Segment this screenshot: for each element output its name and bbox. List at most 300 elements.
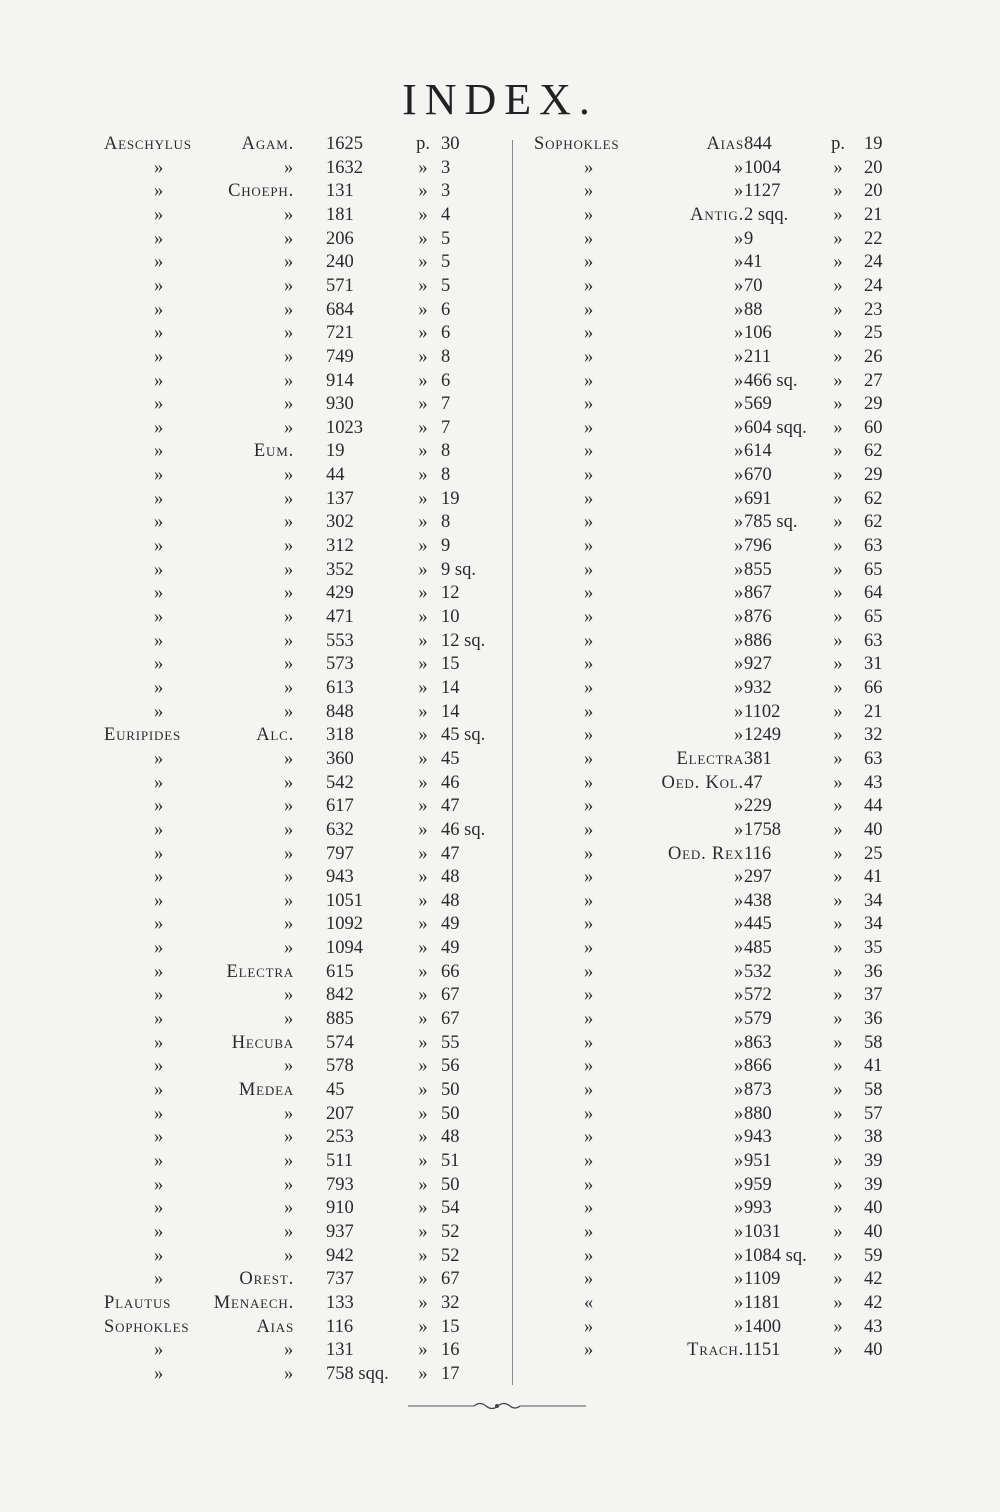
entry-line: 352 <box>326 559 354 580</box>
entry-page-marker: » <box>833 607 843 627</box>
index-entry <box>104 228 494 251</box>
index-entry <box>534 133 924 156</box>
index-entry <box>534 819 924 842</box>
entry-page-marker: » <box>833 1316 843 1337</box>
entry-play: » <box>283 748 294 769</box>
entry-page: 21 <box>864 204 883 225</box>
index-entry <box>534 1103 924 1126</box>
entry-line: 1249 <box>744 725 781 746</box>
entry-play: » <box>283 1174 294 1195</box>
entry-page-marker: » <box>833 867 843 888</box>
index-entry <box>104 1079 494 1102</box>
entry-page-marker: » <box>833 938 843 959</box>
entry-page-marker: » <box>418 204 428 225</box>
entry-play: Oed. Rex <box>667 843 744 864</box>
entry-line: 360 <box>326 748 354 769</box>
entry-page-marker: » <box>418 630 428 651</box>
entry-line: 1181 <box>744 1292 781 1313</box>
entry-author: » <box>153 677 165 698</box>
entry-play: Hecuba <box>231 1032 294 1053</box>
entry-author: » <box>583 299 595 320</box>
index-entry <box>104 866 494 889</box>
index-entry <box>104 630 494 653</box>
entry-page-marker: » <box>418 394 428 415</box>
entry-line: 572 <box>744 985 772 1006</box>
entry-author: » <box>583 867 595 888</box>
entry-line: 937 <box>326 1221 354 1242</box>
entry-page-marker: » <box>833 772 843 793</box>
entry-line: 511 <box>326 1150 354 1171</box>
entry-page: 7 <box>441 417 451 438</box>
entry-play: » <box>283 323 294 344</box>
entry-author: » <box>153 204 165 225</box>
entry-line: 613 <box>326 677 354 698</box>
entry-line: 848 <box>326 701 354 722</box>
entry-play: » <box>283 417 294 438</box>
entry-page-marker: » <box>833 914 843 935</box>
entry-author: » <box>153 536 165 557</box>
entry-play: » <box>733 654 744 675</box>
entry-page: 12 <box>441 583 460 604</box>
entry-line: 930 <box>326 394 354 415</box>
index-entry <box>534 204 924 227</box>
entry-page-marker: » <box>833 1221 843 1242</box>
entry-author: » <box>583 772 595 793</box>
entry-page-marker: » <box>833 465 843 486</box>
entry-page-marker: » <box>833 1198 843 1219</box>
entry-play: » <box>283 1198 294 1219</box>
entry-author: » <box>583 1009 595 1030</box>
entry-line: 1004 <box>744 157 781 178</box>
entry-play: » <box>283 867 294 888</box>
entry-page-marker: » <box>418 488 428 509</box>
entry-page: 63 <box>864 536 883 557</box>
entry-page: 41 <box>864 867 883 888</box>
entry-play: » <box>283 701 294 722</box>
index-entry <box>104 1197 494 1220</box>
entry-play: Electra <box>226 961 294 982</box>
entry-author: » <box>153 488 165 509</box>
entry-page-marker: » <box>418 961 428 982</box>
entry-page: 9 sq. <box>441 559 476 580</box>
entry-author: Sophokles <box>104 1316 190 1337</box>
index-entry <box>534 488 924 511</box>
index-entry <box>104 890 494 913</box>
entry-page: 59 <box>864 1245 883 1266</box>
entry-line: 9 <box>744 228 754 249</box>
entry-line: 863 <box>744 1032 772 1053</box>
entry-page: 40 <box>864 1221 883 1242</box>
entry-line: 932 <box>744 677 772 698</box>
entry-page-marker: » <box>833 654 843 675</box>
entry-line: 542 <box>326 772 354 793</box>
index-entry <box>534 393 924 416</box>
entry-page-marker: » <box>418 985 428 1006</box>
index-entry <box>104 1245 494 1268</box>
entry-play: » <box>283 890 294 911</box>
entry-line: 318 <box>326 725 354 746</box>
entry-author: » <box>153 890 165 911</box>
entry-page-marker: » <box>833 1080 843 1100</box>
index-entry <box>104 772 494 795</box>
entry-play: » <box>283 346 294 367</box>
entry-page: 47 <box>441 843 460 864</box>
entry-author: » <box>583 914 595 935</box>
index-entry <box>534 1316 924 1339</box>
entry-page: 27 <box>864 370 883 391</box>
entry-play: » <box>283 228 294 249</box>
index-entry <box>104 370 494 393</box>
entry-author: » <box>583 441 595 462</box>
entry-play: » <box>733 1032 744 1053</box>
entry-page-marker: » <box>833 796 843 817</box>
entry-author: » <box>583 1340 595 1361</box>
index-entry <box>534 228 924 251</box>
entry-author: Aeschylus <box>104 134 192 154</box>
index-entry <box>534 724 924 747</box>
entry-author: » <box>583 394 595 415</box>
entry-author: » <box>583 1174 595 1195</box>
entry-line: 137 <box>326 488 354 509</box>
entry-page-marker: » <box>418 1032 428 1053</box>
index-entry <box>104 417 494 440</box>
entry-page-marker: » <box>833 323 843 344</box>
entry-page-marker: » <box>833 1056 843 1077</box>
entry-play: » <box>283 1221 294 1242</box>
entry-line: 445 <box>744 914 772 935</box>
index-entry <box>534 322 924 345</box>
entry-page: 56 <box>441 1056 460 1077</box>
entry-page-marker: » <box>833 583 843 604</box>
entry-author: » <box>583 204 595 225</box>
entry-author: Sophokles <box>534 134 620 154</box>
entry-author: » <box>153 1056 165 1077</box>
entry-line: 1051 <box>326 890 363 911</box>
entry-page: 29 <box>864 465 883 486</box>
entry-page-marker: » <box>418 512 428 533</box>
entry-page: 49 <box>441 914 460 935</box>
entry-line: 1127 <box>744 181 781 202</box>
entry-play: » <box>733 1269 744 1290</box>
entry-line: 573 <box>326 654 354 675</box>
entry-play: Aias <box>256 1316 294 1337</box>
entry-page-marker: » <box>418 843 428 864</box>
entry-play: » <box>733 1009 744 1030</box>
entry-line: 429 <box>326 583 354 604</box>
entry-play: Electra <box>676 748 744 769</box>
entry-line: 229 <box>744 796 772 817</box>
index-entry <box>104 1032 494 1055</box>
entry-play: » <box>733 465 744 486</box>
entry-page: 23 <box>864 299 883 320</box>
entry-author: » <box>153 181 165 202</box>
entry-page-marker: » <box>418 1292 428 1313</box>
index-entry <box>104 559 494 582</box>
entry-author: » <box>583 465 595 486</box>
entry-line: 885 <box>326 1009 354 1030</box>
entry-author: » <box>583 1150 595 1171</box>
index-entry <box>534 748 924 771</box>
entry-play: Oed. Kol. <box>661 772 744 793</box>
entry-play: » <box>733 607 744 627</box>
index-entry <box>534 1032 924 1055</box>
entry-author: » <box>153 843 165 864</box>
entry-page: 54 <box>441 1198 460 1219</box>
entry-page-marker: » <box>833 394 843 415</box>
entry-line: 670 <box>744 465 772 486</box>
entry-line: 1031 <box>744 1221 781 1242</box>
entry-line: 910 <box>326 1198 354 1219</box>
entry-page: 45 sq. <box>441 725 486 746</box>
entry-author: » <box>153 867 165 888</box>
index-entry <box>104 204 494 227</box>
entry-line: 691 <box>744 488 772 509</box>
entry-page: 24 <box>864 275 883 296</box>
entry-page: 5 <box>441 275 451 296</box>
entry-line: 206 <box>326 228 354 249</box>
index-entry <box>104 1008 494 1031</box>
entry-page-marker: » <box>833 441 843 462</box>
entry-play: » <box>733 1174 744 1195</box>
entry-play: » <box>733 985 744 1006</box>
entry-play: Medea <box>238 1080 294 1100</box>
entry-play: » <box>733 1292 744 1313</box>
entry-play: » <box>733 370 744 391</box>
entry-play: » <box>733 583 744 604</box>
entry-play: » <box>733 914 744 935</box>
entry-page: 42 <box>864 1269 883 1290</box>
entry-play: » <box>733 252 744 273</box>
entry-line: 614 <box>744 441 772 462</box>
entry-line: 1400 <box>744 1316 781 1337</box>
entry-author: » <box>583 1221 595 1242</box>
entry-page: 58 <box>864 1032 883 1053</box>
entry-line: 684 <box>326 299 354 320</box>
entry-page: 48 <box>441 890 460 911</box>
index-entry <box>104 913 494 936</box>
entry-play: » <box>733 559 744 580</box>
entry-page: 22 <box>864 228 883 249</box>
entry-play: » <box>733 725 744 746</box>
entry-line: 793 <box>326 1174 354 1195</box>
entry-play: Orest. <box>239 1269 294 1290</box>
entry-play: Trach. <box>687 1340 744 1361</box>
entry-author: » <box>583 1245 595 1266</box>
entry-author: » <box>153 441 165 462</box>
entry-page-marker: » <box>833 512 843 533</box>
entry-line: 485 <box>744 938 772 959</box>
entry-line: 438 <box>744 890 772 911</box>
entry-page-marker: » <box>418 607 428 627</box>
entry-play: » <box>283 607 294 627</box>
entry-author: » <box>583 701 595 722</box>
index-entry <box>104 1150 494 1173</box>
entry-play: » <box>283 654 294 675</box>
entry-play: » <box>283 1363 294 1384</box>
index-entry <box>104 1339 494 1362</box>
entry-author: » <box>583 1316 595 1337</box>
index-entry <box>534 630 924 653</box>
entry-page-marker: » <box>418 748 428 769</box>
entry-page-marker: » <box>418 725 428 746</box>
entry-author: » <box>583 630 595 651</box>
entry-page-marker: » <box>418 228 428 249</box>
entry-line: 466 sq. <box>744 370 798 391</box>
entry-author: » <box>153 1198 165 1219</box>
entry-page: 3 <box>441 157 451 178</box>
entry-play: » <box>733 275 744 296</box>
entry-page-marker: » <box>418 370 428 391</box>
index-entry <box>534 1292 924 1315</box>
entry-author: » <box>583 938 595 959</box>
entry-play: » <box>733 796 744 817</box>
entry-page: 6 <box>441 370 451 391</box>
entry-author: » <box>583 890 595 911</box>
entry-play: » <box>733 441 744 462</box>
entry-page-marker: » <box>418 654 428 675</box>
entry-line: 1094 <box>326 938 363 959</box>
entry-line: 886 <box>744 630 772 651</box>
entry-page: 46 <box>441 772 460 793</box>
entry-play: » <box>733 961 744 982</box>
entry-page-marker: » <box>418 157 428 178</box>
entry-line: 471 <box>326 607 354 627</box>
entry-author: » <box>583 536 595 557</box>
entry-page-marker: » <box>418 1269 428 1290</box>
entry-page: 34 <box>864 914 883 935</box>
entry-line: 796 <box>744 536 772 557</box>
entry-page-marker: » <box>833 748 843 769</box>
index-entry <box>104 299 494 322</box>
entry-author: » <box>153 1363 165 1384</box>
index-entry <box>534 772 924 795</box>
entry-play: » <box>283 1127 294 1148</box>
entry-page: 67 <box>441 1269 460 1290</box>
entry-play: » <box>733 1056 744 1077</box>
entry-author: » <box>583 748 595 769</box>
entry-line: 19 <box>326 441 345 462</box>
entry-line: 106 <box>744 323 772 344</box>
entry-page-marker: » <box>418 938 428 959</box>
entry-line: 873 <box>744 1080 772 1100</box>
entry-play: » <box>283 583 294 604</box>
entry-page: 52 <box>441 1245 460 1266</box>
entry-play: » <box>283 1009 294 1030</box>
entry-page-marker: » <box>418 914 428 935</box>
entry-page-marker: » <box>833 843 843 864</box>
entry-page: 5 <box>441 228 451 249</box>
entry-page-marker: » <box>418 1363 428 1384</box>
entry-author: » <box>583 725 595 746</box>
entry-page: 46 sq. <box>441 819 486 840</box>
entry-line: 1102 <box>744 701 781 722</box>
entry-page-marker: » <box>418 1103 428 1124</box>
entry-page-marker: » <box>418 536 428 557</box>
entry-page: 58 <box>864 1080 883 1100</box>
entry-page: 31 <box>864 654 883 675</box>
index-entry <box>534 275 924 298</box>
entry-line: 1151 <box>744 1340 781 1361</box>
entry-author: » <box>583 843 595 864</box>
index-entry <box>104 322 494 345</box>
entry-page: 5 <box>441 252 451 273</box>
entry-page-marker: » <box>418 1340 428 1361</box>
entry-line: 88 <box>744 299 763 320</box>
entry-page: 34 <box>864 890 883 911</box>
entry-line: 207 <box>326 1103 354 1124</box>
entry-line: 615 <box>326 961 354 982</box>
index-entry <box>104 464 494 487</box>
entry-play: » <box>733 346 744 367</box>
entry-play: » <box>733 536 744 557</box>
entry-line: 47 <box>744 772 763 793</box>
entry-page-marker: » <box>418 465 428 486</box>
entry-play: » <box>283 1056 294 1077</box>
index-entry <box>104 440 494 463</box>
entry-line: 253 <box>326 1127 354 1148</box>
entry-page-marker: » <box>833 1127 843 1148</box>
entry-page-marker: » <box>418 1198 428 1219</box>
entry-line: 737 <box>326 1269 354 1290</box>
entry-page: 6 <box>441 299 451 320</box>
entry-line: 116 <box>326 1316 354 1337</box>
entry-page: 3 <box>441 181 451 202</box>
entry-line: 211 <box>744 346 772 367</box>
entry-line: 876 <box>744 607 772 627</box>
entry-play: » <box>733 701 744 722</box>
entry-page-marker: » <box>833 1292 843 1313</box>
index-entry <box>534 511 924 534</box>
entry-line: 993 <box>744 1198 772 1219</box>
entry-page-marker: » <box>418 796 428 817</box>
index-entry <box>534 961 924 984</box>
entry-line: 70 <box>744 275 763 296</box>
entry-play: » <box>283 677 294 698</box>
index-entry <box>534 701 924 724</box>
entry-line: 133 <box>326 1292 354 1313</box>
entry-page: 12 sq. <box>441 630 486 651</box>
entry-page-marker: » <box>833 536 843 557</box>
index-entry <box>534 984 924 1007</box>
entry-play: » <box>283 1103 294 1124</box>
entry-page-marker: » <box>833 1340 843 1361</box>
entry-page: 62 <box>864 488 883 509</box>
entry-line: 2 sqq. <box>744 204 789 225</box>
entry-play: Eum. <box>253 441 294 462</box>
entry-page: 21 <box>864 701 883 722</box>
entry-page: 47 <box>441 796 460 817</box>
entry-play: » <box>283 938 294 959</box>
entry-page-marker: » <box>833 488 843 509</box>
entry-line: 866 <box>744 1056 772 1077</box>
entry-page: 66 <box>441 961 460 982</box>
index-entry <box>104 1316 494 1339</box>
entry-page-marker: » <box>833 1269 843 1290</box>
entry-play: » <box>733 1316 744 1337</box>
entry-line: 797 <box>326 843 354 864</box>
entry-page-marker: » <box>833 1245 843 1266</box>
index-entry <box>534 464 924 487</box>
entry-page-marker: » <box>418 1150 428 1171</box>
entry-play: » <box>283 819 294 840</box>
entry-page-marker: » <box>418 346 428 367</box>
index-entry <box>104 275 494 298</box>
index-entry <box>534 1268 924 1291</box>
entry-page-marker: » <box>418 890 428 911</box>
entry-page: 60 <box>864 417 883 438</box>
entry-page-marker: » <box>833 346 843 367</box>
entry-play: » <box>733 1245 744 1266</box>
